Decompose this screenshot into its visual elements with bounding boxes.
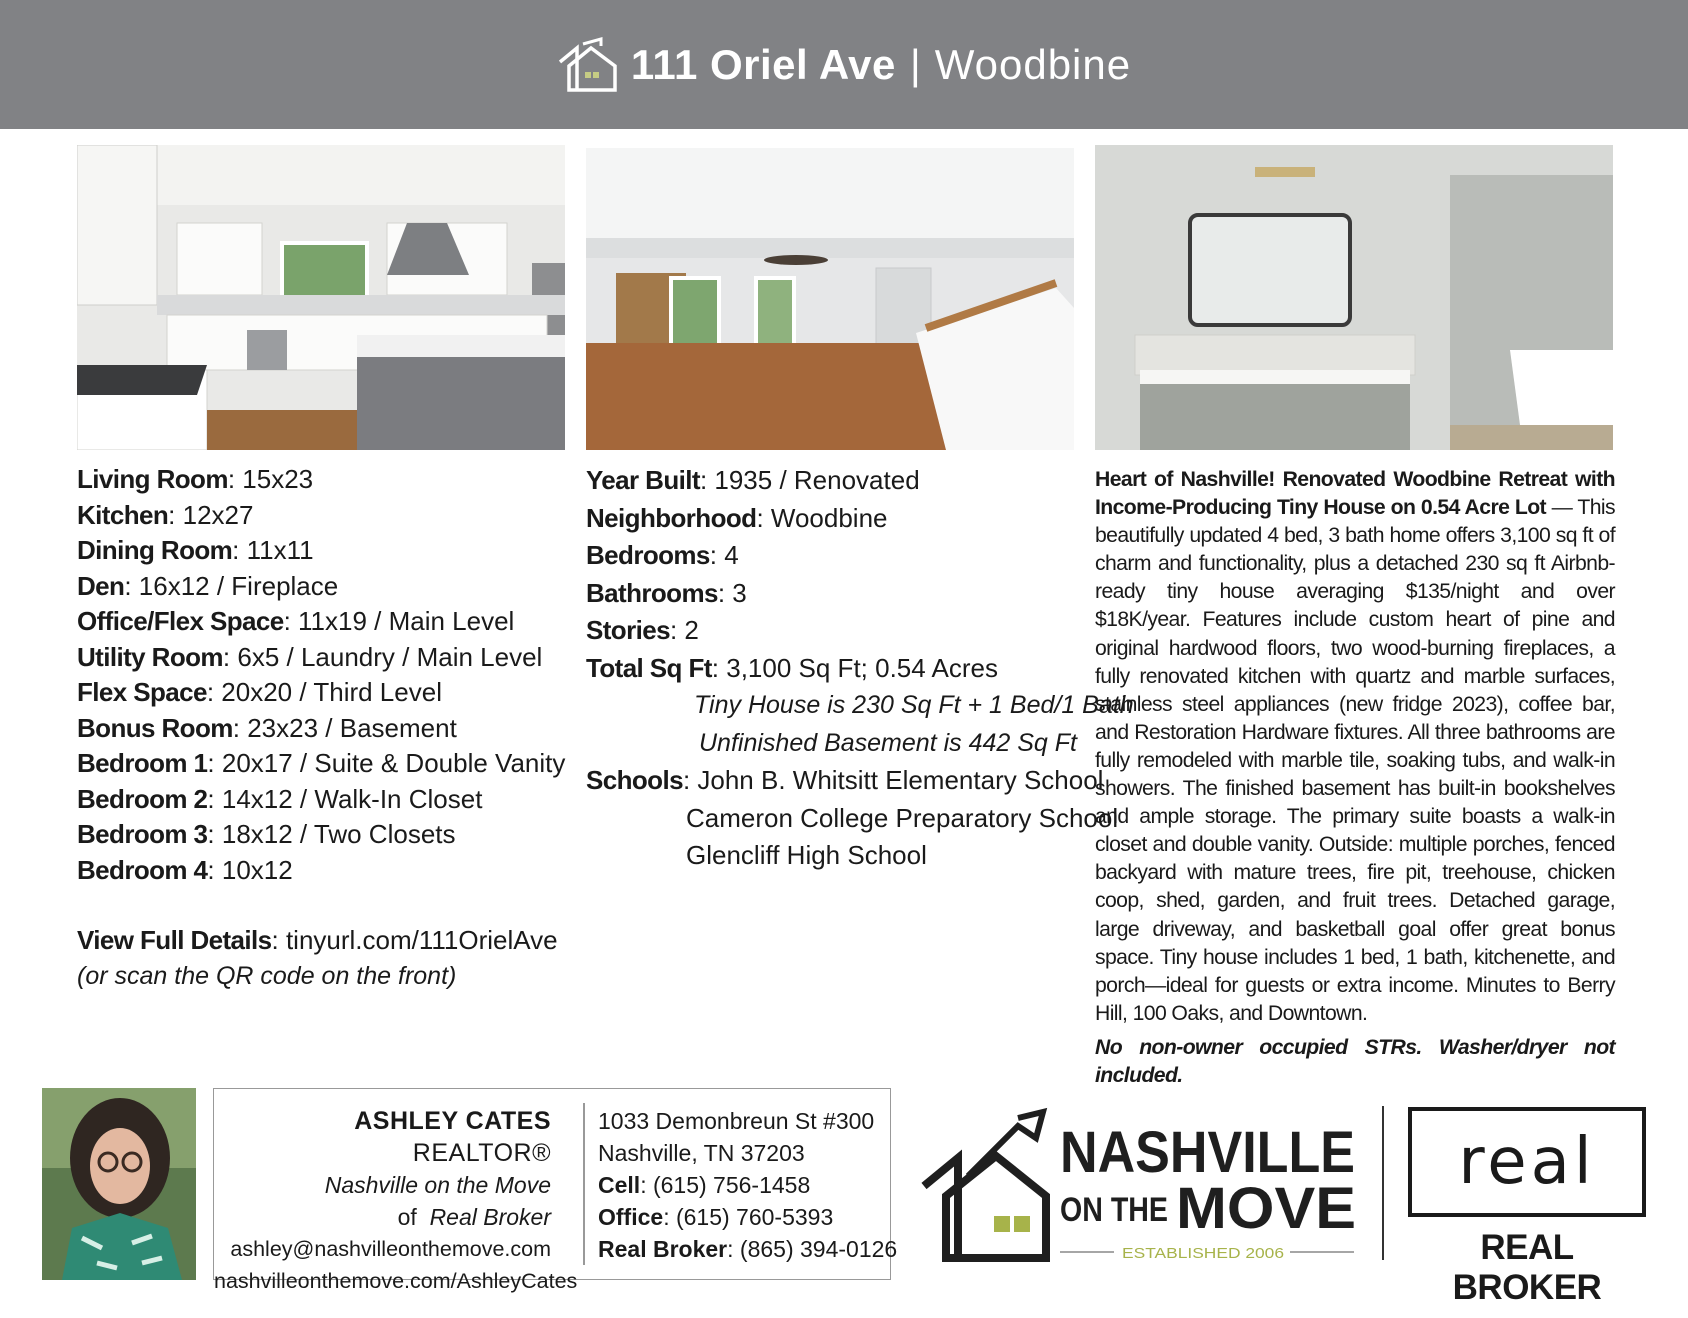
tiny-house-note: Tiny House is 230 Sq Ft + 1 Bed/1 Bath [694, 691, 1134, 719]
fact-row: Stories: 2 [586, 615, 699, 645]
kitchen-photo [77, 145, 565, 450]
real-broker-name: REAL BROKER [1452, 1228, 1602, 1307]
office-address-line2: Nashville, TN 37203 [598, 1140, 805, 1166]
schools-row: Schools: John B. Whitsitt Elementary School [586, 765, 1104, 795]
brand-divider [1382, 1106, 1384, 1260]
room-row: Dining Room: 11x11 [77, 535, 314, 565]
agent-title: REALTOR® [412, 1139, 551, 1167]
bathroom-photo [1095, 145, 1613, 450]
school-name: Cameron College Preparatory School [686, 802, 1119, 833]
room-row: Office/Flex Space: 11x19 / Main Level [77, 606, 515, 636]
broker-phone[interactable]: Real Broker: (865) 394-0126 [598, 1236, 898, 1262]
fact-row: Total Sq Ft: 3,100 Sq Ft; 0.54 Acres [586, 652, 998, 683]
agent-contact-card [213, 1088, 898, 1293]
property-address: 111 Oriel Ave [630, 40, 896, 88]
room-row: Den: 16x12 / Fireplace [77, 570, 339, 601]
room-row: Bedroom 1: 20x17 / Suite & Double Vanity [77, 748, 566, 778]
team-name: Nashville on the Move [324, 1172, 551, 1198]
real-broker-logo [1408, 1107, 1646, 1217]
property-facts-list [586, 462, 1134, 875]
school-name: Glencliff High School [686, 840, 927, 870]
basement-note: Unfinished Basement is 442 Sq Ft [699, 728, 1077, 757]
agent-website[interactable]: nashvilleonthemove.com/AshleyCates [214, 1269, 578, 1293]
room-row: Bedroom 2: 14x12 / Walk-In Closet [77, 783, 483, 814]
agent-headshot [42, 1088, 196, 1280]
house-logo-icon [557, 36, 619, 94]
fact-row: Bedrooms: 4 [586, 540, 739, 570]
ntm-established: ESTABLISHED 2006 [1122, 1245, 1284, 1262]
cell-phone[interactable]: Cell: (615) 756-1458 [598, 1172, 811, 1198]
header-separator: | [909, 40, 921, 88]
agent-email[interactable]: ashley@nashvilleonthemove.com [230, 1237, 551, 1261]
qr-code-note: (or scan the QR code on the front) [77, 961, 457, 990]
room-row: Kitchen: 12x27 [77, 499, 254, 530]
office-address-line1: 1033 Demonbreun St #300 [598, 1108, 875, 1134]
full-details-link[interactable]: View Full Details: tinyurl.com/111OrielAve [77, 925, 558, 955]
living-room-photo [586, 148, 1074, 450]
page-header [0, 0, 1688, 129]
ntm-line1: NASHVILLE [1060, 1120, 1355, 1185]
nashville-on-the-move-logo [918, 1106, 1358, 1266]
neighborhood-name: Woodbine [934, 40, 1132, 88]
room-row: Utility Room: 6x5 / Laundry / Main Level [77, 641, 543, 672]
ntm-line2a: ON THE [1060, 1191, 1168, 1229]
brokerage-name: Real Broker [429, 1204, 551, 1230]
fact-row: Bathrooms: 3 [586, 577, 747, 608]
room-sizes-list [77, 462, 577, 994]
room-row: Bedroom 4: 10x12 [77, 854, 293, 885]
ntm-line2b: MOVE [1176, 1176, 1356, 1241]
office-phone[interactable]: Office: (615) 760-5393 [598, 1204, 834, 1230]
description-disclaimer: No non-owner occupied STRs. Washer/dryer not included. [1095, 1035, 1615, 1087]
room-row: Living Room: 15x23 [77, 464, 314, 494]
fact-row: Year Built: 1935 / Renovated [586, 465, 920, 495]
room-row: Flex Space: 20x20 / Third Level [77, 677, 442, 707]
property-description [1095, 466, 1615, 1090]
card-divider [583, 1103, 585, 1265]
room-row: Bedroom 3: 18x12 / Two Closets [77, 819, 456, 849]
description-headline: Heart of Nashville! Renovated Woodbine Retreat with Income-Producing Tiny House on 0.54 Acre Lot [1095, 468, 1615, 520]
real-logo-text: real [1458, 1125, 1596, 1199]
room-row: Bonus Room: 23x23 / Basement [77, 712, 457, 743]
description-body: — This beautifully updated 4 bed, 3 bath home offers 3,100 sq ft of charm and functionality, plus a detached 230 sq ft Airbnb-ready tiny house averaging $135/night and over $18K/year. Features include custom heart of pine and original hardwood floors, two wood-burning fireplaces, a fully renovated kitchen with quartz and marble surfaces, stainless steel appliances (new fridge 2023), coffee bar, and Restoration Hardware fixtures. All three bathrooms are fully remodeled with marble tile, soaking tubs, and walk-in showers. The finished basement has built-in bookshelves and ample storage. The primary suite boasts a walk-in closet and double vanity. Outside: multiple porches, fenced backyard with mature trees, fire pit, treehouse, chicken coop, shed, garden, and fruit trees. Detached garage, large driveway, and basketball goal offer great bonus space. Tiny house includes 1 bed, 1 bath, kitchenette, and porch—ideal for guests or extra income. Minutes to Berry Hill, 100 Oaks, and Downtown. [1095, 496, 1615, 1025]
of-label: of [397, 1204, 417, 1230]
agent-name: ASHLEY CATES [354, 1107, 551, 1135]
fact-row: Neighborhood: Woodbine [586, 502, 888, 533]
